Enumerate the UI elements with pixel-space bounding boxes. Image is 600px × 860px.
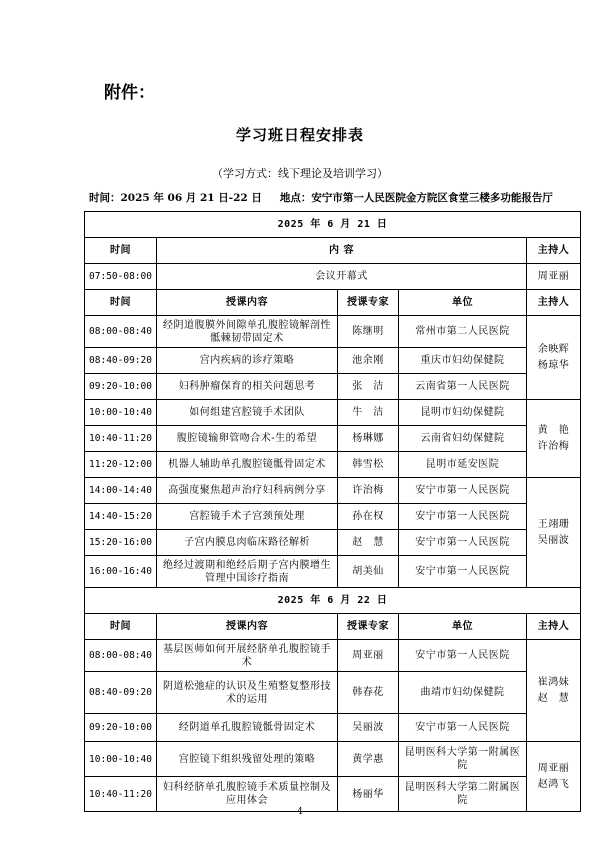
row-time: 15:20-16:00 [85, 530, 157, 556]
row-expert: 黄学惠 [338, 742, 399, 777]
row-expert: 韩雪松 [338, 452, 399, 478]
row-expert: 吴丽波 [338, 714, 399, 742]
table-row [85, 672, 581, 714]
row-topic: 机器人辅助单孔腹腔镜骶骨固定术 [157, 452, 338, 478]
host-cell [527, 400, 581, 478]
row-topic: 妇科经脐单孔腹腔镜手术质量控制及应用体会 [157, 777, 338, 812]
row-time: 10:40-11:20 [85, 426, 157, 452]
row-expert: 许治梅 [338, 478, 399, 504]
row-unit: 昆明市延安医院 [399, 452, 527, 478]
row-unit: 云南省妇幼保健院 [399, 426, 527, 452]
host-name: 许治梅 [537, 440, 570, 452]
row-time: 09:20-10:00 [85, 714, 157, 742]
row-expert: 张 洁 [338, 374, 399, 400]
row-topic: 子宫内膜息肉临床路径解析 [157, 530, 338, 556]
header-content: 内 容 [157, 238, 527, 264]
attachment-label: 附件： [104, 83, 155, 103]
header-host: 主持人 [527, 290, 581, 316]
row-time: 11:20-12:00 [85, 452, 157, 478]
row-expert: 周亚丽 [338, 640, 399, 672]
row-time: 10:00-10:40 [85, 742, 157, 777]
day1-label: 2025 年 6 月 21 日 [85, 212, 581, 238]
host-name: 赵 慧 [537, 692, 570, 704]
row-time: 09:20-10:00 [85, 374, 157, 400]
opening-host: 周亚丽 [527, 264, 581, 290]
row-expert: 杨丽华 [338, 777, 399, 812]
row-topic: 如何组建宫腔镜手术团队 [157, 400, 338, 426]
row-unit: 安宁市第一人民医院 [399, 530, 527, 556]
opening-content: 会议开幕式 [157, 264, 527, 290]
host-name: 赵鸿飞 [537, 778, 570, 790]
row-unit: 昆明市妇幼保健院 [399, 400, 527, 426]
header-row [85, 238, 581, 264]
host-name: 王翊珊 [537, 518, 570, 530]
header-time: 时间 [85, 238, 157, 264]
header-host: 主持人 [527, 614, 581, 640]
host-name: 杨琼华 [537, 359, 570, 371]
host-name: 吴丽波 [537, 534, 570, 546]
row-time: 10:40-11:20 [85, 777, 157, 812]
header-expert: 授课专家 [338, 614, 399, 640]
row-topic: 宫内疾病的诊疗策略 [157, 348, 338, 374]
row-time: 08:40-09:20 [85, 348, 157, 374]
host-name: 黄 艳 [537, 424, 570, 436]
row-time: 08:00-08:40 [85, 316, 157, 348]
row-unit: 安宁市第一人民医院 [399, 556, 527, 588]
row-topic: 绝经过渡期和绝经后期子宫内膜增生管理中国诊疗指南 [157, 556, 338, 588]
row-topic: 经阴道单孔腹腔镜骶骨固定术 [157, 714, 338, 742]
row-expert: 池余刚 [338, 348, 399, 374]
study-mode: （学习方式：线下理论及培训学习） [212, 167, 388, 180]
host-name: 周亚丽 [537, 762, 570, 774]
row-unit: 安宁市第一人民医院 [399, 640, 527, 672]
header-topic: 授课内容 [157, 290, 338, 316]
table-row [85, 714, 581, 742]
subheader-row [85, 614, 581, 640]
header-time: 时间 [85, 290, 157, 316]
row-unit: 昆明医科大学第一附属医院 [399, 742, 527, 777]
row-unit: 安宁市第一人民医院 [399, 478, 527, 504]
day-row [85, 588, 581, 614]
event-time: 时间：2025 年 06 月 21 日-22 日 [89, 192, 262, 204]
page-number: 4 [297, 807, 303, 817]
host-name: 余映辉 [537, 343, 570, 355]
row-unit: 云南省第一人民医院 [399, 374, 527, 400]
row-topic: 妇科肿瘤保育的相关问题思考 [157, 374, 338, 400]
table-row [85, 316, 581, 348]
row-time: 10:00-10:40 [85, 400, 157, 426]
row-topic: 高强度聚焦超声治疗妇科病例分享 [157, 478, 338, 504]
opening-row [85, 264, 581, 290]
table-row [85, 504, 581, 530]
row-unit: 安宁市第一人民医院 [399, 504, 527, 530]
row-unit: 昆明医科大学第二附属医院 [399, 777, 527, 812]
header-unit: 单位 [399, 614, 527, 640]
row-time: 16:00-16:40 [85, 556, 157, 588]
schedule-table [84, 211, 581, 812]
row-topic: 经阴道腹膜外间隙单孔腹腔镜解剖性骶棘韧带固定术 [157, 316, 338, 348]
row-time: 08:00-08:40 [85, 640, 157, 672]
host-name: 崔鸿妹 [537, 676, 570, 688]
table-row [85, 556, 581, 588]
header-unit: 单位 [399, 290, 527, 316]
table-row [85, 478, 581, 504]
header-expert: 授课专家 [338, 290, 399, 316]
host-cell [527, 640, 581, 742]
row-topic: 腹腔镜输卵管吻合术-生的希望 [157, 426, 338, 452]
table-row [85, 640, 581, 672]
row-expert: 孙在权 [338, 504, 399, 530]
table-row [85, 452, 581, 478]
row-expert: 韩春花 [338, 672, 399, 714]
event-location: 地点：安宁市第一人民医院金方院区食堂三楼多功能报告厅 [279, 192, 553, 204]
row-expert: 赵 慧 [338, 530, 399, 556]
opening-time: 07:50-08:00 [85, 264, 157, 290]
row-unit: 曲靖市妇幼保健院 [399, 672, 527, 714]
header-topic: 授课内容 [157, 614, 338, 640]
table-row [85, 530, 581, 556]
table-row [85, 742, 581, 777]
header-host: 主持人 [527, 238, 581, 264]
row-expert: 陈继明 [338, 316, 399, 348]
page-title: 学习班日程安排表 [235, 126, 364, 144]
row-unit: 重庆市妇幼保健院 [399, 348, 527, 374]
row-topic: 阴道松弛症的认识及生殖整复整形技术的运用 [157, 672, 338, 714]
header-time: 时间 [85, 614, 157, 640]
row-unit: 常州市第二人民医院 [399, 316, 527, 348]
row-time: 14:00-14:40 [85, 478, 157, 504]
host-cell [527, 742, 581, 812]
table-row [85, 374, 581, 400]
table-row [85, 400, 581, 426]
day2-label: 2025 年 6 月 22 日 [85, 588, 581, 614]
host-cell [527, 316, 581, 400]
table-row [85, 348, 581, 374]
row-expert: 胡美仙 [338, 556, 399, 588]
row-expert: 牛 洁 [338, 400, 399, 426]
row-expert: 杨琳娜 [338, 426, 399, 452]
host-cell [527, 478, 581, 588]
row-time: 14:40-15:20 [85, 504, 157, 530]
row-topic: 基层医师如何开展经脐单孔腹腔镜手术 [157, 640, 338, 672]
day-row [85, 212, 581, 238]
row-topic: 宫腔镜下组织残留处理的策略 [157, 742, 338, 777]
row-unit: 安宁市第一人民医院 [399, 714, 527, 742]
subheader-row [85, 290, 581, 316]
row-time: 08:40-09:20 [85, 672, 157, 714]
event-info [89, 190, 553, 205]
table-row [85, 426, 581, 452]
row-topic: 宫腔镜手术子宫颈预处理 [157, 504, 338, 530]
